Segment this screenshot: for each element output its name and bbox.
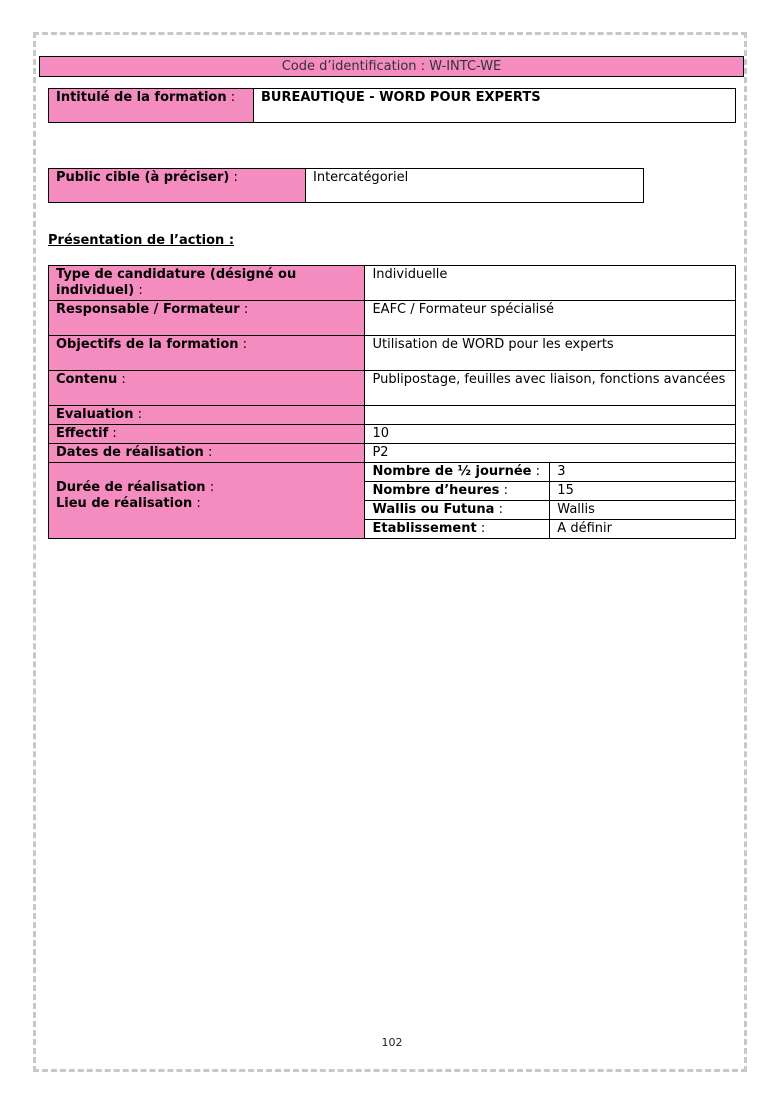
row-effectif-label-cell <box>49 425 365 444</box>
row-lieu-colon: : <box>196 496 201 511</box>
row-objectifs-colon: : <box>242 337 248 352</box>
presentation-heading: Présentation de l’action : <box>48 233 235 248</box>
row-demi-journee-colon: : <box>535 464 540 479</box>
row-contenu-colon: : <box>121 372 126 387</box>
row-evaluation-label-cell <box>49 406 365 425</box>
row-demi-journee-label-cell <box>365 463 550 482</box>
row-dates-label: Dates de réalisation <box>56 445 204 460</box>
intitule-value: BUREAUTIQUE - WORD POUR EXPERTS <box>261 90 541 105</box>
intitule-table <box>48 88 736 123</box>
row-demi-journee-label: Nombre de ½ journée <box>372 464 532 479</box>
intitule-colon: : <box>230 90 236 105</box>
row-wallis-colon: : <box>498 502 503 517</box>
row-dates-value: P2 <box>365 444 736 463</box>
row-wallis-label-cell <box>365 501 550 520</box>
row-wallis-value: Wallis <box>550 501 736 520</box>
row-demi-journee-value: 3 <box>550 463 736 482</box>
row-type-label: Type de candidature (désigné ou individuel) <box>56 267 297 298</box>
identification-code-bar <box>39 56 744 77</box>
row-duree-colon: : <box>209 480 215 495</box>
row-lieu-label: Lieu de réalisation <box>56 496 193 511</box>
row-objectifs-label-cell <box>49 336 365 371</box>
intitule-label: Intitulé de la formation <box>56 90 227 105</box>
public-colon: : <box>233 170 238 185</box>
intitule-label-cell <box>49 89 254 123</box>
identification-code: Code d’identification : W-INTC-WE <box>281 59 502 74</box>
row-responsable-value: EAFC / Formateur spécialisé <box>365 301 736 336</box>
row-type-label-cell <box>49 266 365 301</box>
public-label-cell <box>49 169 306 203</box>
row-etablissement-label-cell <box>365 520 550 539</box>
row-responsable-label-cell <box>49 301 365 336</box>
row-contenu-label-cell <box>49 371 365 406</box>
row-evaluation-value <box>365 406 736 425</box>
row-objectifs-label: Objectifs de la formation <box>56 337 239 352</box>
action-table <box>48 265 736 539</box>
row-effectif-colon: : <box>112 426 117 441</box>
row-dates-label-cell <box>49 444 365 463</box>
row-heures-label-cell <box>365 482 550 501</box>
row-dates-colon: : <box>207 445 213 460</box>
row-type-value: Individuelle <box>365 266 736 301</box>
row-objectifs-value: Utilisation de WORD pour les experts <box>365 336 736 371</box>
intitule-value-cell <box>254 89 736 123</box>
row-contenu-label: Contenu <box>56 372 118 387</box>
row-etablissement-colon: : <box>480 521 486 536</box>
public-value: Intercatégoriel <box>313 170 409 185</box>
row-heures-value: 15 <box>550 482 736 501</box>
page-number: 102 <box>381 1036 403 1049</box>
row-duree-lieu-label-cell <box>49 463 365 539</box>
row-heures-colon: : <box>503 483 508 498</box>
row-evaluation-label: Evaluation <box>56 407 134 422</box>
row-etablissement-value: A définir <box>550 520 736 539</box>
row-responsable-colon: : <box>243 302 249 317</box>
row-evaluation-colon: : <box>137 407 142 422</box>
row-duree-label: Durée de réalisation <box>56 480 206 495</box>
row-etablissement-label: Etablissement <box>372 521 477 536</box>
row-effectif-value: 10 <box>365 425 736 444</box>
public-value-cell <box>306 169 644 203</box>
row-type-colon: : <box>138 283 143 298</box>
public-label: Public cible (à préciser) <box>56 170 230 185</box>
row-contenu-value: Publipostage, feuilles avec liaison, fonctions avancées <box>365 371 736 406</box>
row-responsable-label: Responsable / Formateur <box>56 302 240 317</box>
row-heures-label: Nombre d’heures <box>372 483 500 498</box>
row-effectif-label: Effectif <box>56 426 109 441</box>
public-table <box>48 168 644 203</box>
row-wallis-label: Wallis ou Futuna <box>372 502 495 517</box>
